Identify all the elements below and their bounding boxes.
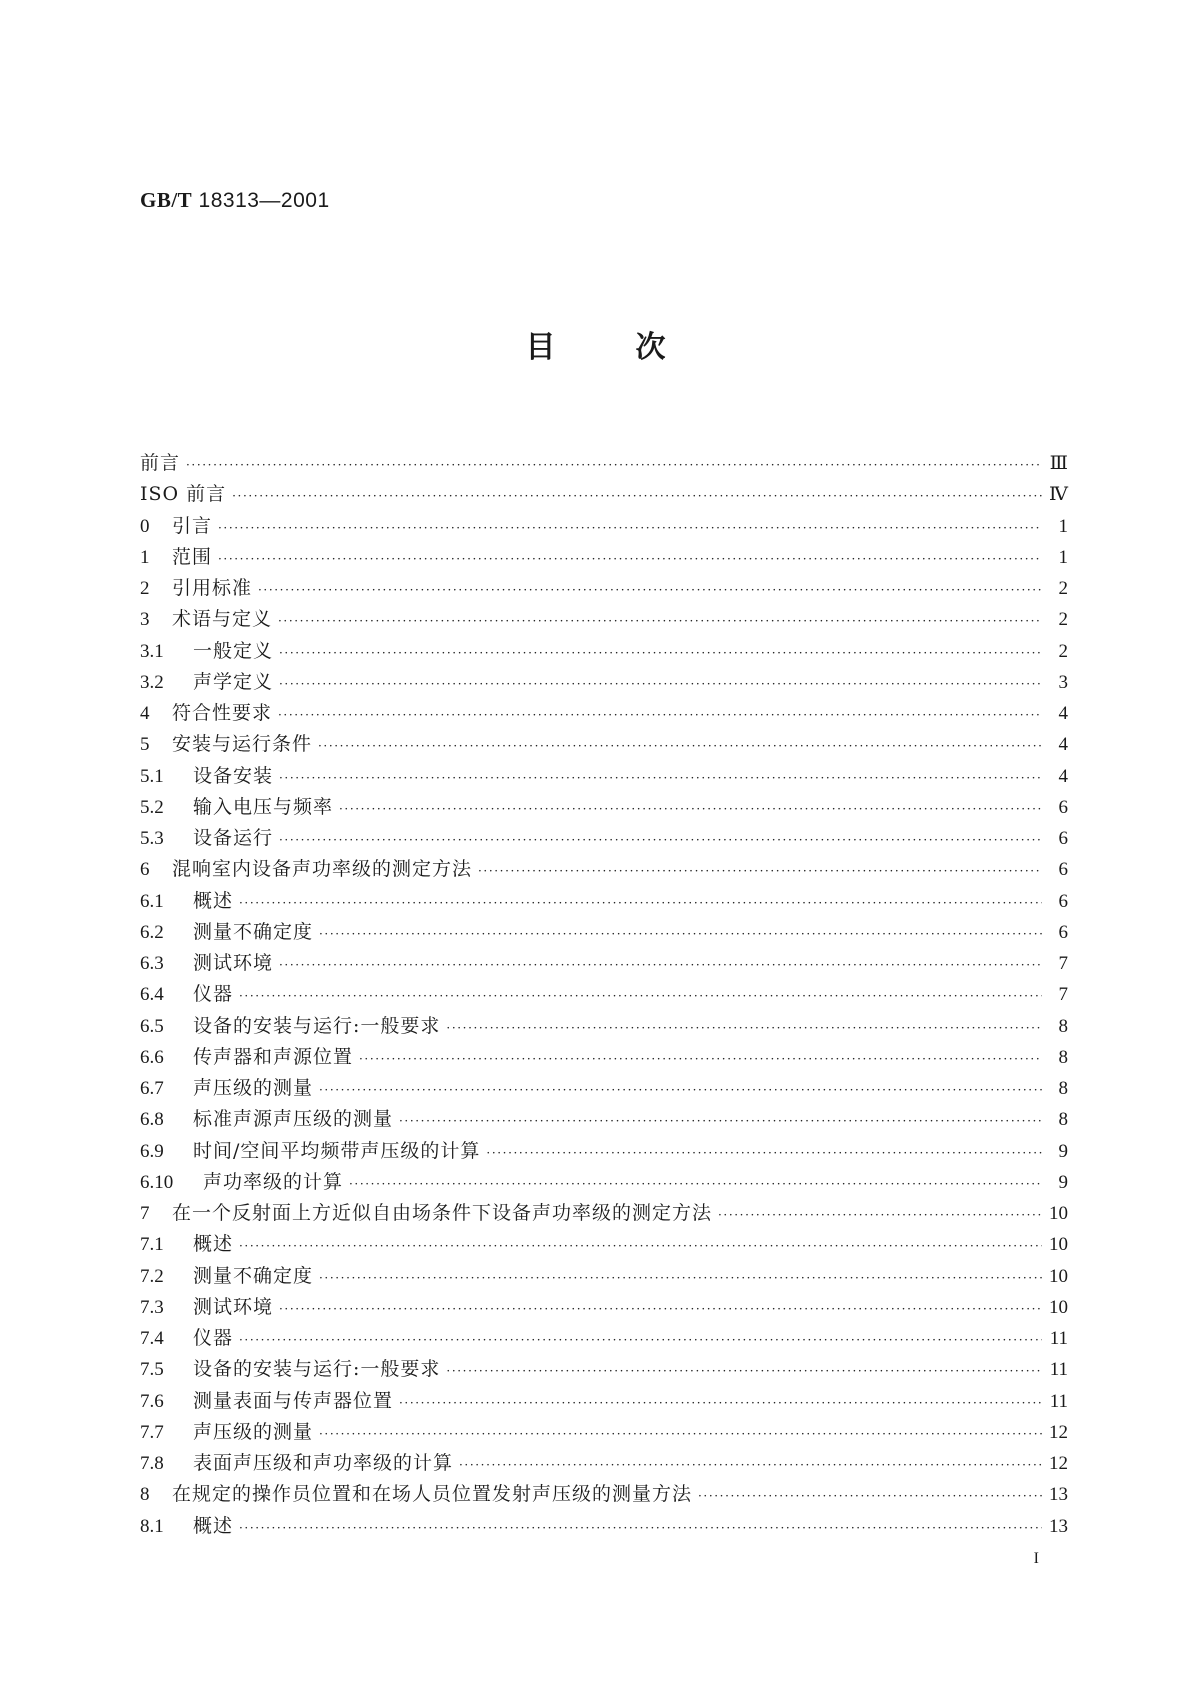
toc-entry[interactable] [140, 729, 1068, 760]
toc-entry[interactable] [140, 1323, 1068, 1354]
toc-entry-page: 3 [1058, 671, 1068, 693]
toc-dot-leader [239, 983, 1042, 1005]
toc-entry-page: 12 [1049, 1421, 1068, 1443]
toc-entry[interactable] [140, 1167, 1068, 1198]
toc-dot-leader [718, 1202, 1042, 1224]
toc-dot-leader [319, 1077, 1042, 1099]
toc-entry-page: 6 [1058, 890, 1068, 912]
toc-entry-number: 5 [140, 734, 150, 756]
toc-entry-number: 6.5 [140, 1015, 164, 1037]
toc-entry-page: Ⅳ [1049, 484, 1068, 506]
toc-entry-page: 4 [1058, 734, 1068, 756]
toc-entry-page: 4 [1058, 703, 1068, 724]
toc-entry-number: 7 [140, 1203, 150, 1224]
toc-entry-page: 7 [1058, 984, 1068, 1006]
toc-entry[interactable] [140, 1292, 1068, 1323]
toc-entry-title: 引用标准 [172, 577, 253, 599]
toc-entry-number: 7.4 [140, 1328, 164, 1349]
toc-entry-title: 概述 [193, 1514, 234, 1537]
toc-dot-leader [349, 1171, 1042, 1193]
toc-entry-number: 7.1 [140, 1234, 164, 1256]
toc-entry-page: 1 [1058, 546, 1068, 568]
toc-entry-page: 8 [1058, 1078, 1068, 1099]
standard-code [140, 188, 330, 213]
toc-entry-page: 9 [1058, 1171, 1068, 1193]
toc-entry[interactable] [140, 1354, 1068, 1385]
toc-dot-leader [279, 827, 1042, 849]
toc-entry-page: 6 [1058, 921, 1068, 943]
toc-entry-page: 8 [1058, 1015, 1068, 1037]
toc-entry-number: 7.3 [140, 1296, 164, 1318]
toc-entry-title: ISO 前言 [140, 483, 227, 506]
toc-entry-title: 概述 [193, 889, 234, 912]
toc-entry-number: 8 [140, 1484, 150, 1506]
toc-dot-leader [239, 1233, 1042, 1255]
toc-entry-number: 2 [140, 578, 150, 599]
toc-entry-number: 6.2 [140, 921, 164, 943]
toc-entry-title: 混响室内设备声功率级的测定方法 [172, 858, 473, 881]
toc-entry-title: 声压级的测量 [193, 1077, 314, 1099]
toc-entry[interactable] [140, 1073, 1068, 1104]
toc-dot-leader [218, 515, 1042, 537]
toc-entry[interactable] [140, 636, 1068, 667]
toc-entry-page: 10 [1049, 1296, 1068, 1318]
toc-entry-title: 标准声源声压级的测量 [193, 1108, 394, 1131]
standard-prefix: GB/T [140, 188, 193, 212]
toc-dot-leader [239, 890, 1042, 912]
toc-dot-leader [279, 952, 1042, 974]
toc-entry-number: 5.2 [140, 796, 164, 818]
toc-entry[interactable] [140, 573, 1068, 604]
toc-entry-number: 6.9 [140, 1140, 164, 1162]
toc-entry-page: 4 [1058, 765, 1068, 787]
toc-dot-leader [239, 1327, 1042, 1349]
toc-entry[interactable] [140, 761, 1068, 792]
toc-entry-page: 1 [1058, 515, 1068, 537]
toc-dot-leader [232, 483, 1042, 505]
toc-entry-page: 7 [1058, 953, 1068, 974]
toc-entry[interactable] [140, 1198, 1068, 1229]
toc-entry-page: 11 [1049, 1359, 1068, 1381]
toc-entry-number: 6.1 [140, 890, 164, 912]
toc-entry[interactable] [140, 1229, 1068, 1260]
toc-dot-leader [318, 733, 1042, 755]
toc-dot-leader [446, 1015, 1042, 1037]
toc-entry-title: 在规定的操作员位置和在场人员位置发射声压级的测量方法 [172, 1483, 693, 1506]
toc-entry-title: 测量不确定度 [193, 1264, 314, 1287]
toc-entry[interactable] [140, 823, 1068, 854]
toc-entry-number: 6 [140, 859, 150, 881]
toc-entry-title: 范围 [172, 545, 213, 568]
toc-entry-title: 一般定义 [193, 639, 274, 662]
toc-dot-leader [339, 796, 1042, 818]
toc-entry-number: 7.7 [140, 1421, 164, 1443]
toc-entry-number: 6.7 [140, 1078, 164, 1099]
toc-entry-title: 测试环境 [193, 952, 274, 974]
toc-entry-number: 6.10 [140, 1171, 174, 1193]
toc-entry-number: 3 [140, 609, 150, 631]
toc-dot-leader [278, 608, 1042, 630]
toc-dot-leader [359, 1046, 1042, 1068]
toc-entry-title: 设备的安装与运行:一般要求 [193, 1358, 441, 1381]
toc-entry[interactable] [140, 604, 1068, 635]
toc-dot-leader [446, 1358, 1042, 1380]
toc-dot-leader [399, 1390, 1042, 1412]
toc-entry-page: 13 [1049, 1484, 1068, 1506]
toc-entry-title: 输入电压与频率 [193, 795, 334, 818]
toc-entry-title: 测量不确定度 [193, 920, 314, 943]
toc-entry[interactable] [140, 448, 1068, 479]
toc-entry-title: 时间/空间平均频带声压级的计算 [193, 1139, 481, 1162]
toc-dot-leader [279, 671, 1042, 693]
toc-entry[interactable] [140, 792, 1068, 823]
toc-entry-title: 符合性要求 [172, 702, 273, 724]
toc-entry-title: 设备安装 [193, 764, 274, 787]
toc-entry-title: 声压级的测量 [193, 1420, 314, 1443]
toc-entry-title: 概述 [193, 1233, 234, 1256]
toc-entry-number: 4 [140, 703, 150, 724]
toc-entry-page: 2 [1058, 609, 1068, 631]
toc-entry-title: 测试环境 [193, 1295, 274, 1318]
toc-entry[interactable] [140, 1104, 1068, 1135]
toc-entry-page: 8 [1058, 1046, 1068, 1068]
toc-dot-leader [698, 1483, 1042, 1505]
toc-entry-page: 10 [1049, 1203, 1068, 1224]
toc-entry-page: 11 [1049, 1328, 1068, 1349]
toc-entry[interactable] [140, 886, 1068, 917]
toc-entry-page: 8 [1058, 1109, 1068, 1131]
toc-entry-number: 6.6 [140, 1046, 164, 1068]
toc-entry-page: 11 [1049, 1390, 1068, 1412]
toc-entry-title: 声功率级的计算 [203, 1170, 344, 1193]
toc-entry[interactable] [140, 698, 1068, 729]
toc-dot-leader [279, 640, 1042, 662]
toc-entry[interactable] [140, 1386, 1068, 1417]
toc-entry[interactable] [140, 1011, 1068, 1042]
toc-entry-title: 前言 [140, 452, 181, 474]
toc-entry[interactable] [140, 1136, 1068, 1167]
toc-entry-title: 在一个反射面上方近似自由场条件下设备声功率级的测定方法 [172, 1202, 713, 1224]
toc-entry[interactable] [140, 1042, 1068, 1073]
toc-entry-title: 引言 [172, 514, 213, 537]
toc-entry[interactable] [140, 1261, 1068, 1292]
toc-dot-leader [279, 765, 1042, 787]
toc-entry[interactable] [140, 917, 1068, 948]
toc-dot-leader [319, 1421, 1042, 1443]
toc-entry-number: 7.2 [140, 1265, 164, 1287]
toc-entry-page: Ⅲ [1049, 453, 1068, 474]
toc-entry[interactable] [140, 948, 1068, 979]
toc-dot-leader [486, 1140, 1042, 1162]
toc-entry-page: 2 [1058, 640, 1068, 662]
toc-entry-number: 7.6 [140, 1390, 164, 1412]
toc-dot-leader [218, 546, 1042, 568]
toc-entry-number: 6.8 [140, 1109, 164, 1131]
toc-entry-number: 0 [140, 515, 150, 537]
toc-entry-number: 5.3 [140, 828, 164, 849]
toc-entry-number: 5.1 [140, 765, 164, 787]
toc-entry-title: 仪器 [193, 983, 234, 1006]
toc-entry[interactable] [140, 542, 1068, 573]
toc-dot-leader [258, 577, 1042, 599]
toc-entry[interactable] [140, 667, 1068, 698]
toc-entry-title: 传声器和声源位置 [193, 1045, 354, 1068]
toc-entry-page: 12 [1049, 1453, 1068, 1474]
toc-entry-title: 设备运行 [193, 827, 274, 849]
page-number: I [1033, 1550, 1039, 1567]
toc-dot-leader [186, 452, 1042, 474]
toc-entry-page: 2 [1058, 578, 1068, 599]
toc-dot-leader [478, 858, 1042, 880]
toc-entry-page: 6 [1058, 859, 1068, 881]
toc-entry-title: 术语与定义 [172, 608, 273, 631]
toc-entry[interactable] [140, 479, 1068, 510]
toc-dot-leader [279, 1296, 1042, 1318]
toc-entry-page: 10 [1049, 1234, 1068, 1256]
toc-entry-title: 仪器 [193, 1327, 234, 1349]
toc-dot-leader [278, 702, 1042, 724]
toc-entry-title: 表面声压级和声功率级的计算 [193, 1452, 454, 1474]
toc-entry-page: 6 [1058, 796, 1068, 818]
toc-entry-title: 声学定义 [193, 670, 274, 693]
toc-entry-page: 6 [1058, 828, 1068, 849]
toc-dot-leader [459, 1452, 1042, 1474]
toc-entry[interactable] [140, 1448, 1068, 1479]
toc-dot-leader [239, 1515, 1042, 1537]
toc-entry-page: 10 [1049, 1265, 1068, 1287]
toc-entry[interactable] [140, 979, 1068, 1010]
standard-number: 18313—2001 [198, 189, 330, 212]
toc-entry[interactable] [140, 511, 1068, 542]
toc-entry[interactable] [140, 1417, 1068, 1448]
toc-entry-number: 3.1 [140, 640, 164, 662]
toc-entry-number: 6.4 [140, 984, 164, 1006]
toc-entry-page: 9 [1058, 1140, 1068, 1162]
page-title: 目次 [525, 330, 746, 365]
toc-entry[interactable] [140, 1479, 1068, 1510]
toc-entry[interactable] [140, 1511, 1068, 1542]
toc-entry-number: 3.2 [140, 671, 164, 693]
toc-entry-number: 8.1 [140, 1515, 164, 1537]
toc-entry-number: 1 [140, 546, 150, 568]
toc-dot-leader [319, 1265, 1042, 1287]
toc-dot-leader [399, 1108, 1042, 1130]
table-of-contents [140, 448, 1068, 1542]
toc-dot-leader [319, 921, 1042, 943]
toc-entry[interactable] [140, 854, 1068, 885]
toc-entry-number: 7.5 [140, 1359, 164, 1381]
toc-entry-title: 测量表面与传声器位置 [193, 1389, 394, 1412]
toc-entry-title: 设备的安装与运行:一般要求 [193, 1014, 441, 1037]
toc-entry-page: 13 [1049, 1515, 1068, 1537]
toc-entry-number: 6.3 [140, 953, 164, 974]
toc-entry-title: 安装与运行条件 [172, 733, 313, 756]
toc-entry-number: 7.8 [140, 1453, 164, 1474]
